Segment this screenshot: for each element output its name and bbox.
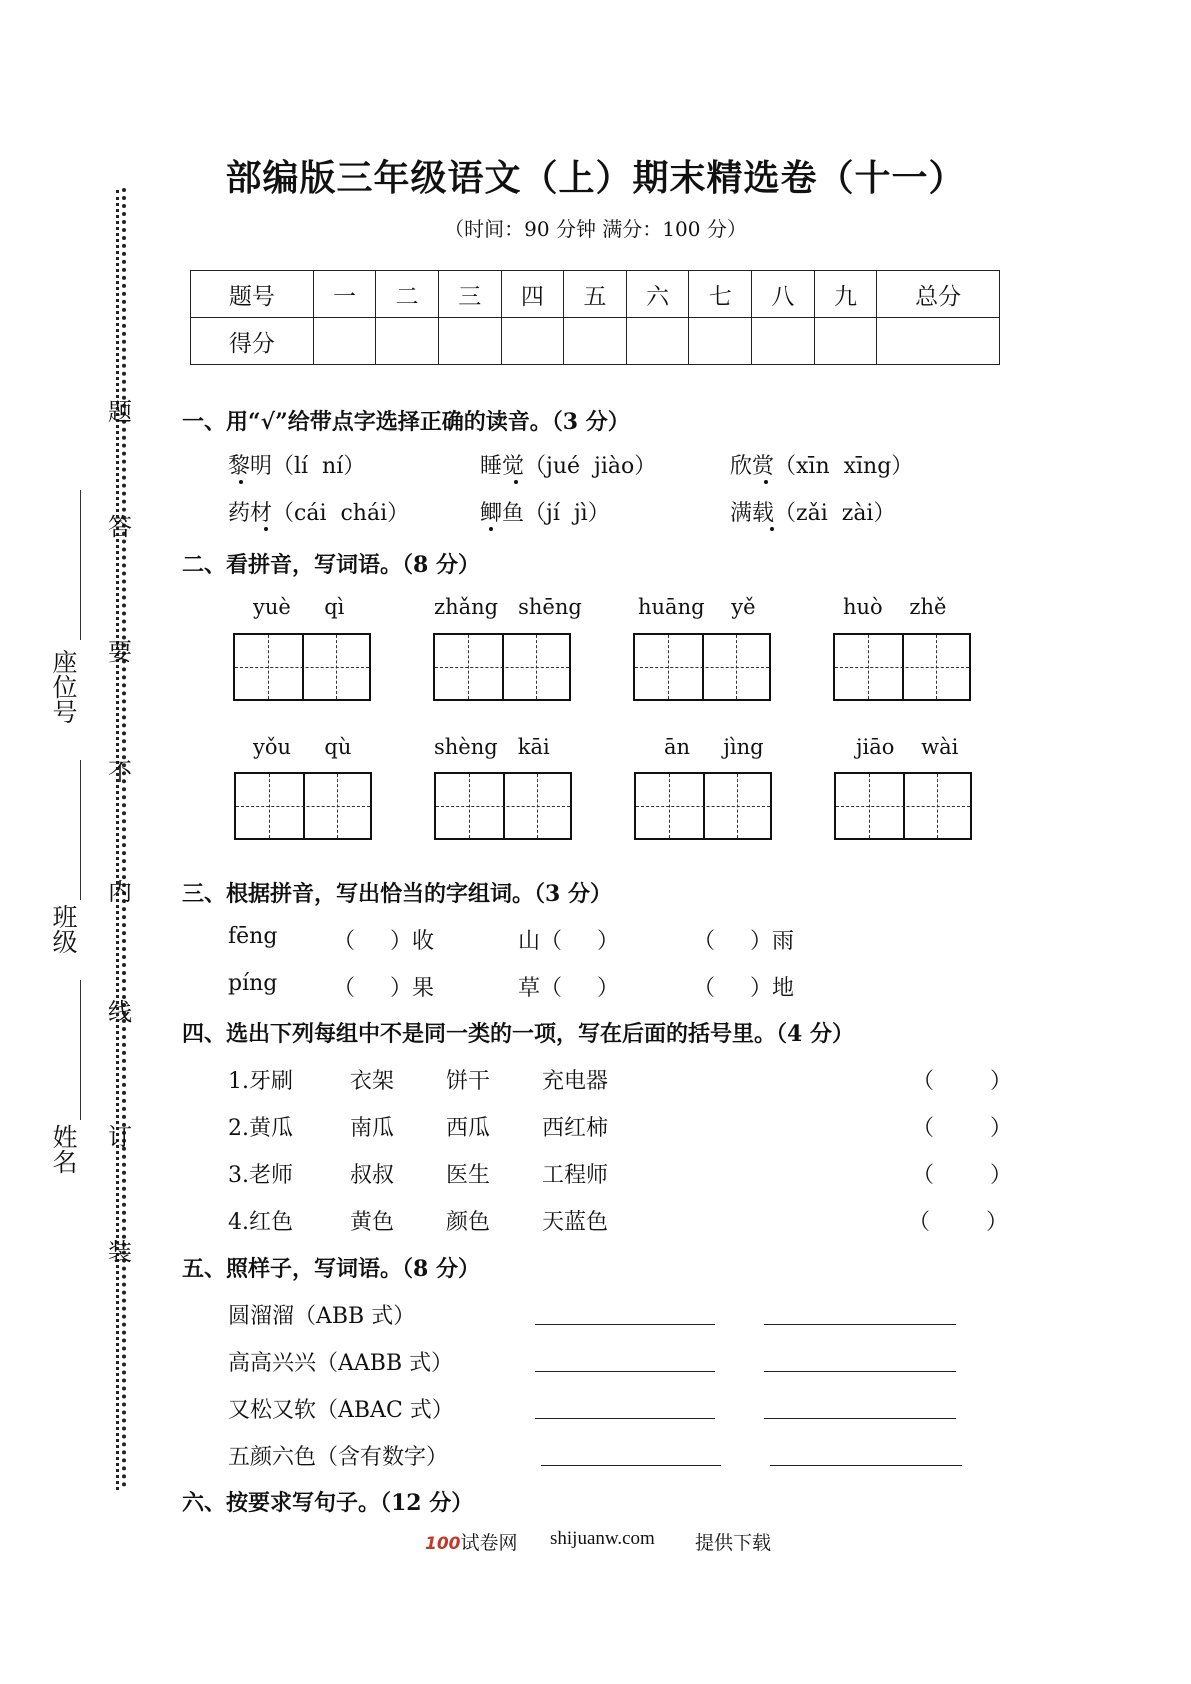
answer-line[interactable] xyxy=(535,1418,715,1419)
answer-line[interactable] xyxy=(764,1371,956,1372)
sec5-example: 又松又软（ABAC 式） xyxy=(228,1398,454,1423)
sec4-item: 工程师 xyxy=(542,1163,609,1188)
sec4-item: 1.牙刷 xyxy=(228,1069,293,1094)
sec5-example: 圆溜溜（ABB 式） xyxy=(228,1304,416,1329)
score-header-cell: 题号 xyxy=(191,271,314,318)
answer-line[interactable] xyxy=(764,1418,956,1419)
binding-char-da: 答 xyxy=(108,513,132,541)
sec1-item: 满载（zǎi zài） xyxy=(730,501,896,526)
writing-grid[interactable] xyxy=(833,633,971,701)
sec4-answer-blank[interactable]: （ ） xyxy=(908,1210,1008,1235)
emphasis-dot xyxy=(264,527,268,531)
sec4-item: 西红柿 xyxy=(542,1116,609,1141)
sec4-item: 南瓜 xyxy=(350,1116,395,1141)
emphasis-dot xyxy=(514,480,518,484)
exam-subtitle: （时间：90 分钟 满分：100 分） xyxy=(444,217,747,241)
answer-line[interactable] xyxy=(541,1465,721,1466)
score-cell[interactable] xyxy=(877,318,1000,365)
writing-grid[interactable] xyxy=(433,633,571,701)
score-cell[interactable] xyxy=(376,318,439,365)
score-table xyxy=(190,270,1000,365)
binding-dotted-line-inner xyxy=(116,190,119,1490)
footer-domain[interactable]: shijuanw.com xyxy=(550,1528,655,1549)
emphasis-dot xyxy=(489,527,493,531)
score-cell[interactable] xyxy=(626,318,689,365)
sec3-blank[interactable]: 草（ ） xyxy=(518,976,619,1001)
sec1-item: 睡觉（jué jiào） xyxy=(480,454,657,479)
emphasis-dot xyxy=(239,480,243,484)
sec4-item: 饼干 xyxy=(446,1069,491,1094)
sec4-item: 天蓝色 xyxy=(542,1210,609,1235)
pinyin-label: yǒu qù xyxy=(253,735,352,759)
emphasis-dot xyxy=(764,480,768,484)
writing-grid[interactable] xyxy=(233,633,371,701)
sec4-item: 叔叔 xyxy=(350,1163,395,1188)
class-line xyxy=(80,760,81,900)
site-logo: 100 xyxy=(425,1534,461,1554)
section-2-heading: 二、看拼音，写词语。（8 分） xyxy=(182,552,480,578)
writing-grid[interactable] xyxy=(834,772,972,840)
pinyin-label: zhǎng shēng xyxy=(434,595,582,619)
footer-note: 提供下载 xyxy=(695,1532,772,1554)
score-header-cell: 三 xyxy=(438,271,501,318)
sec5-example: 五颜六色（含有数字） xyxy=(228,1445,449,1470)
writing-grid[interactable] xyxy=(434,772,572,840)
sec3-blank[interactable]: （ ）雨 xyxy=(693,929,794,954)
class-label: 班级 xyxy=(52,903,78,957)
sec3-blank[interactable]: （ ）地 xyxy=(693,976,794,1001)
sec3-blank[interactable]: （ ）果 xyxy=(333,976,434,1001)
score-row-label: 得分 xyxy=(191,318,314,365)
score-cell[interactable] xyxy=(752,318,815,365)
seat-number-label: 座位号 xyxy=(52,648,78,727)
sec3-pinyin: fēng xyxy=(228,924,278,949)
sec1-item: 欣赏（xīn xīng） xyxy=(730,454,914,479)
score-header-cell: 二 xyxy=(376,271,439,318)
sec4-item: 4.红色 xyxy=(228,1210,293,1235)
sec1-item: 鲫鱼（jí jì） xyxy=(480,501,610,526)
section-6-heading: 六、按要求写句子。（12 分） xyxy=(182,1490,474,1516)
sec1-item: 药材（cái chái） xyxy=(228,501,410,526)
answer-line[interactable] xyxy=(764,1324,956,1325)
pinyin-label: huāng yě xyxy=(638,595,756,619)
sec4-answer-blank[interactable]: （ ） xyxy=(912,1163,1012,1188)
emphasis-dot xyxy=(770,527,774,531)
score-cell[interactable] xyxy=(564,318,627,365)
sec3-blank[interactable]: 山（ ） xyxy=(518,929,619,954)
score-header-cell: 四 xyxy=(501,271,564,318)
sec4-item: 医生 xyxy=(446,1163,491,1188)
writing-grid[interactable] xyxy=(634,772,772,840)
sec4-answer-blank[interactable]: （ ） xyxy=(912,1116,1012,1141)
binding-char-bu: 不 xyxy=(108,758,132,786)
exam-title: 部编版三年级语文（上）期末精选卷（十一） xyxy=(225,157,966,199)
answer-line[interactable] xyxy=(535,1324,715,1325)
score-header-cell: 八 xyxy=(752,271,815,318)
binding-char-ti: 题 xyxy=(108,398,132,426)
score-cell[interactable] xyxy=(313,318,376,365)
score-header-cell: 五 xyxy=(564,271,627,318)
score-header-cell: 一 xyxy=(313,271,376,318)
section-5-heading: 五、照样子，写词语。（8 分） xyxy=(182,1256,480,1282)
sec4-item: 2.黄瓜 xyxy=(228,1116,293,1141)
sec4-answer-blank[interactable]: （ ） xyxy=(912,1069,1012,1094)
score-table-header-row xyxy=(191,271,1000,318)
writing-grid[interactable] xyxy=(633,633,771,701)
answer-line[interactable] xyxy=(770,1465,962,1466)
pinyin-label: ān jìng xyxy=(664,735,764,759)
sec4-item: 黄色 xyxy=(350,1210,395,1235)
score-cell[interactable] xyxy=(814,318,877,365)
score-header-cell: 六 xyxy=(626,271,689,318)
pinyin-label: shèng kāi xyxy=(434,735,550,759)
sec5-example: 高高兴兴（AABB 式） xyxy=(228,1351,454,1376)
pinyin-label: jiāo wài xyxy=(856,735,959,759)
seat-number-line xyxy=(80,490,81,640)
binding-char-zhuang: 装 xyxy=(108,1238,132,1266)
sec4-item: 西瓜 xyxy=(446,1116,491,1141)
section-4-heading: 四、选出下列每组中不是同一类的一项，写在后面的括号里。（4 分） xyxy=(182,1021,854,1047)
name-line xyxy=(80,980,81,1120)
section-1-heading: 一、用“√”给带点字选择正确的读音。（3 分） xyxy=(182,409,630,435)
binding-char-xian: 线 xyxy=(108,998,132,1026)
sec4-item: 3.老师 xyxy=(228,1163,293,1188)
footer-site-name: 试卷网 xyxy=(460,1532,518,1554)
score-header-cell: 总分 xyxy=(877,271,1000,318)
binding-dotted-line-outer xyxy=(122,188,126,1488)
sec4-item: 充电器 xyxy=(542,1069,609,1094)
score-cell[interactable] xyxy=(438,318,501,365)
sec4-item: 颜色 xyxy=(446,1210,491,1235)
name-label: 姓名 xyxy=(52,1123,78,1177)
writing-grid[interactable] xyxy=(234,772,372,840)
pinyin-label: huò zhě xyxy=(843,595,947,619)
score-header-cell: 七 xyxy=(689,271,752,318)
score-cell[interactable] xyxy=(689,318,752,365)
section-3-heading: 三、根据拼音，写出恰当的字组词。（3 分） xyxy=(182,881,612,907)
binding-char-yao: 要 xyxy=(108,638,132,666)
binding-char-ding: 订 xyxy=(108,1123,132,1151)
pinyin-label: yuè qì xyxy=(253,595,345,619)
sec3-pinyin: píng xyxy=(228,971,278,996)
answer-line[interactable] xyxy=(535,1371,715,1372)
binding-char-nei: 内 xyxy=(108,878,132,906)
score-table-score-row xyxy=(191,318,1000,365)
sec4-item: 衣架 xyxy=(350,1069,395,1094)
score-cell[interactable] xyxy=(501,318,564,365)
sec1-item: 黎明（lí ní） xyxy=(228,454,366,479)
sec3-blank[interactable]: （ ）收 xyxy=(333,929,434,954)
score-header-cell: 九 xyxy=(814,271,877,318)
footer xyxy=(425,1528,518,1555)
